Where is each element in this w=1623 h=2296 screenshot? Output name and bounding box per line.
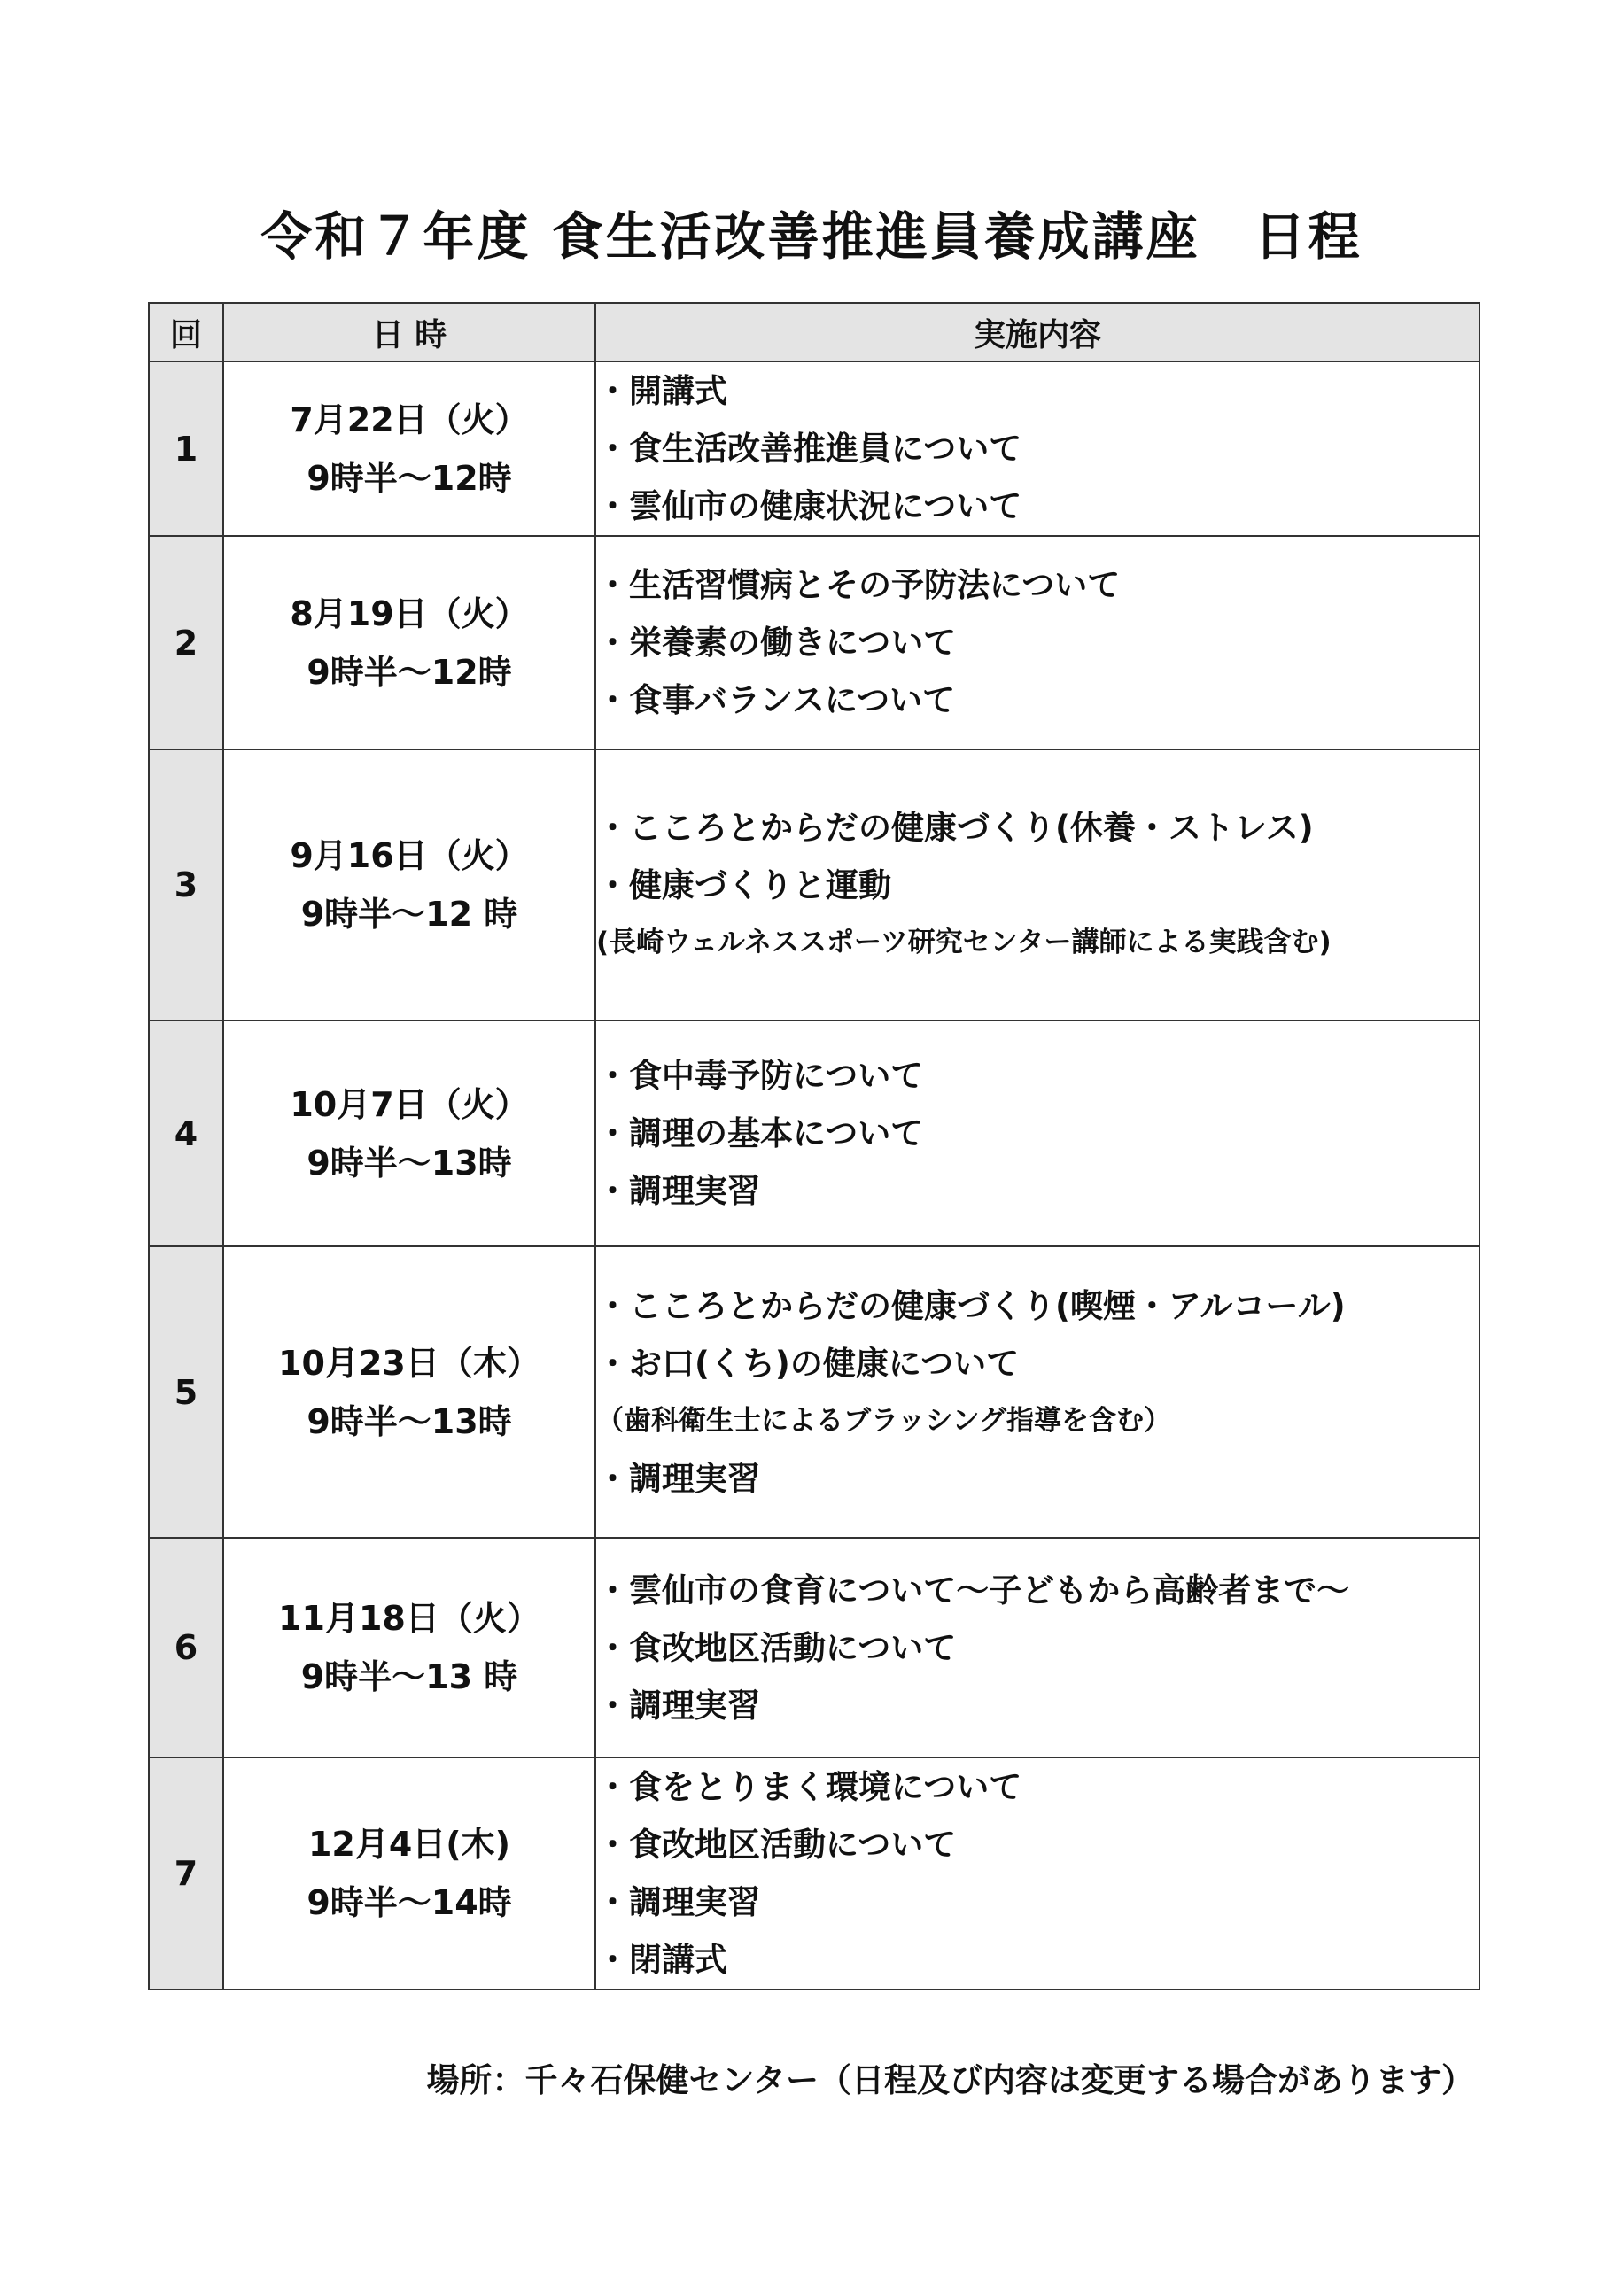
content-item: ・こころとからだの健康づくり(喫煙・アルコール) xyxy=(596,1286,1346,1325)
content-item: ・栄養素の働きについて xyxy=(596,624,957,662)
session-datetime xyxy=(223,749,595,1020)
content-item: ・雲仙市の健康状況について xyxy=(596,487,1022,525)
session-date: 7月22日（火） xyxy=(290,399,529,439)
content-item: ・調理実習 xyxy=(596,1686,760,1725)
session-time: 9時半～12時 xyxy=(307,458,512,498)
content-item: ・調理実習 xyxy=(596,1172,760,1210)
session-datetime xyxy=(223,536,595,749)
schedule-table xyxy=(148,302,1480,1990)
session-datetime xyxy=(223,1246,595,1538)
session-content xyxy=(595,1020,1479,1246)
table-row xyxy=(149,1538,1479,1757)
session-time: 9時半～12時 xyxy=(307,652,512,692)
session-number: 1 xyxy=(149,361,223,536)
session-number: 7 xyxy=(149,1757,223,1990)
content-note: (長崎ウェルネススポーツ研究センター講師による実践含む) xyxy=(596,926,1332,958)
session-datetime xyxy=(223,1757,595,1990)
header-content: 実施内容 xyxy=(595,303,1479,361)
session-content xyxy=(595,749,1479,1020)
content-item: ・雲仙市の食育について～子どもから高齢者まで～ xyxy=(596,1571,1350,1610)
session-number: 3 xyxy=(149,749,223,1020)
content-item: ・健康づくりと運動 xyxy=(596,865,891,904)
content-item: ・お口(くち)の健康について xyxy=(596,1344,1020,1383)
content-item: ・調理実習 xyxy=(596,1459,760,1498)
session-content xyxy=(595,1538,1479,1757)
content-item: ・調理の基本について xyxy=(596,1114,924,1152)
content-note: （歯科衛生士によるブラッシング指導を含む） xyxy=(596,1404,1171,1437)
session-date: 10月7日（火） xyxy=(290,1084,529,1124)
table-header-row xyxy=(149,303,1479,361)
content-item: ・食事バランスについて xyxy=(596,681,956,719)
session-date: 9月16日（火） xyxy=(290,836,529,875)
content-item: ・食改地区活動について xyxy=(596,1826,957,1864)
session-date: 8月19日（火） xyxy=(290,593,529,633)
table-row xyxy=(149,749,1479,1020)
session-date: 10月23日（木） xyxy=(278,1343,540,1383)
table-row xyxy=(149,1020,1479,1246)
content-item: ・開講式 xyxy=(596,372,727,410)
session-datetime xyxy=(223,361,595,536)
session-time: 9時半～14時 xyxy=(307,1883,512,1922)
content-item: ・調理実習 xyxy=(596,1883,760,1921)
session-datetime xyxy=(223,1020,595,1246)
session-number: 6 xyxy=(149,1538,223,1757)
table-row xyxy=(149,536,1479,749)
header-date: 日 時 xyxy=(223,303,595,361)
session-number: 2 xyxy=(149,536,223,749)
content-item: ・食改地区活動について xyxy=(596,1628,957,1667)
content-item: ・食をとりまく環境について xyxy=(596,1768,1022,1806)
venue-note: 場所：千々石保健センター（日程及び内容は変更する場合があります） xyxy=(426,2061,1474,2099)
session-date: 12月4日(木) xyxy=(307,1825,511,1864)
session-content xyxy=(595,1757,1479,1990)
session-time: 9時半～13時 xyxy=(307,1143,512,1183)
header-no: 回 xyxy=(149,303,223,361)
page-title: 令和７年度 食生活改善推進員養成講座 日程 xyxy=(260,206,1363,267)
session-number: 5 xyxy=(149,1246,223,1538)
session-datetime xyxy=(223,1538,595,1757)
content-item: ・食生活改善推進員について xyxy=(596,430,1022,468)
table-row xyxy=(149,1757,1479,1990)
session-time: 9時半～13 時 xyxy=(300,1657,518,1696)
session-number: 4 xyxy=(149,1020,223,1246)
session-date: 11月18日（火） xyxy=(278,1599,540,1638)
table-row xyxy=(149,1246,1479,1538)
session-time: 9時半～13時 xyxy=(307,1401,512,1441)
session-content xyxy=(595,536,1479,749)
content-item: ・生活習慣病とその予防法について xyxy=(596,566,1121,604)
content-item: ・こころとからだの健康づくり(休養・ストレス) xyxy=(596,808,1314,847)
session-content xyxy=(595,1246,1479,1538)
content-item: ・閉講式 xyxy=(596,1941,727,1979)
session-time: 9時半～12 時 xyxy=(300,895,518,934)
table-row xyxy=(149,361,1479,536)
session-content xyxy=(595,361,1479,536)
content-item: ・食中毒予防について xyxy=(596,1057,924,1095)
